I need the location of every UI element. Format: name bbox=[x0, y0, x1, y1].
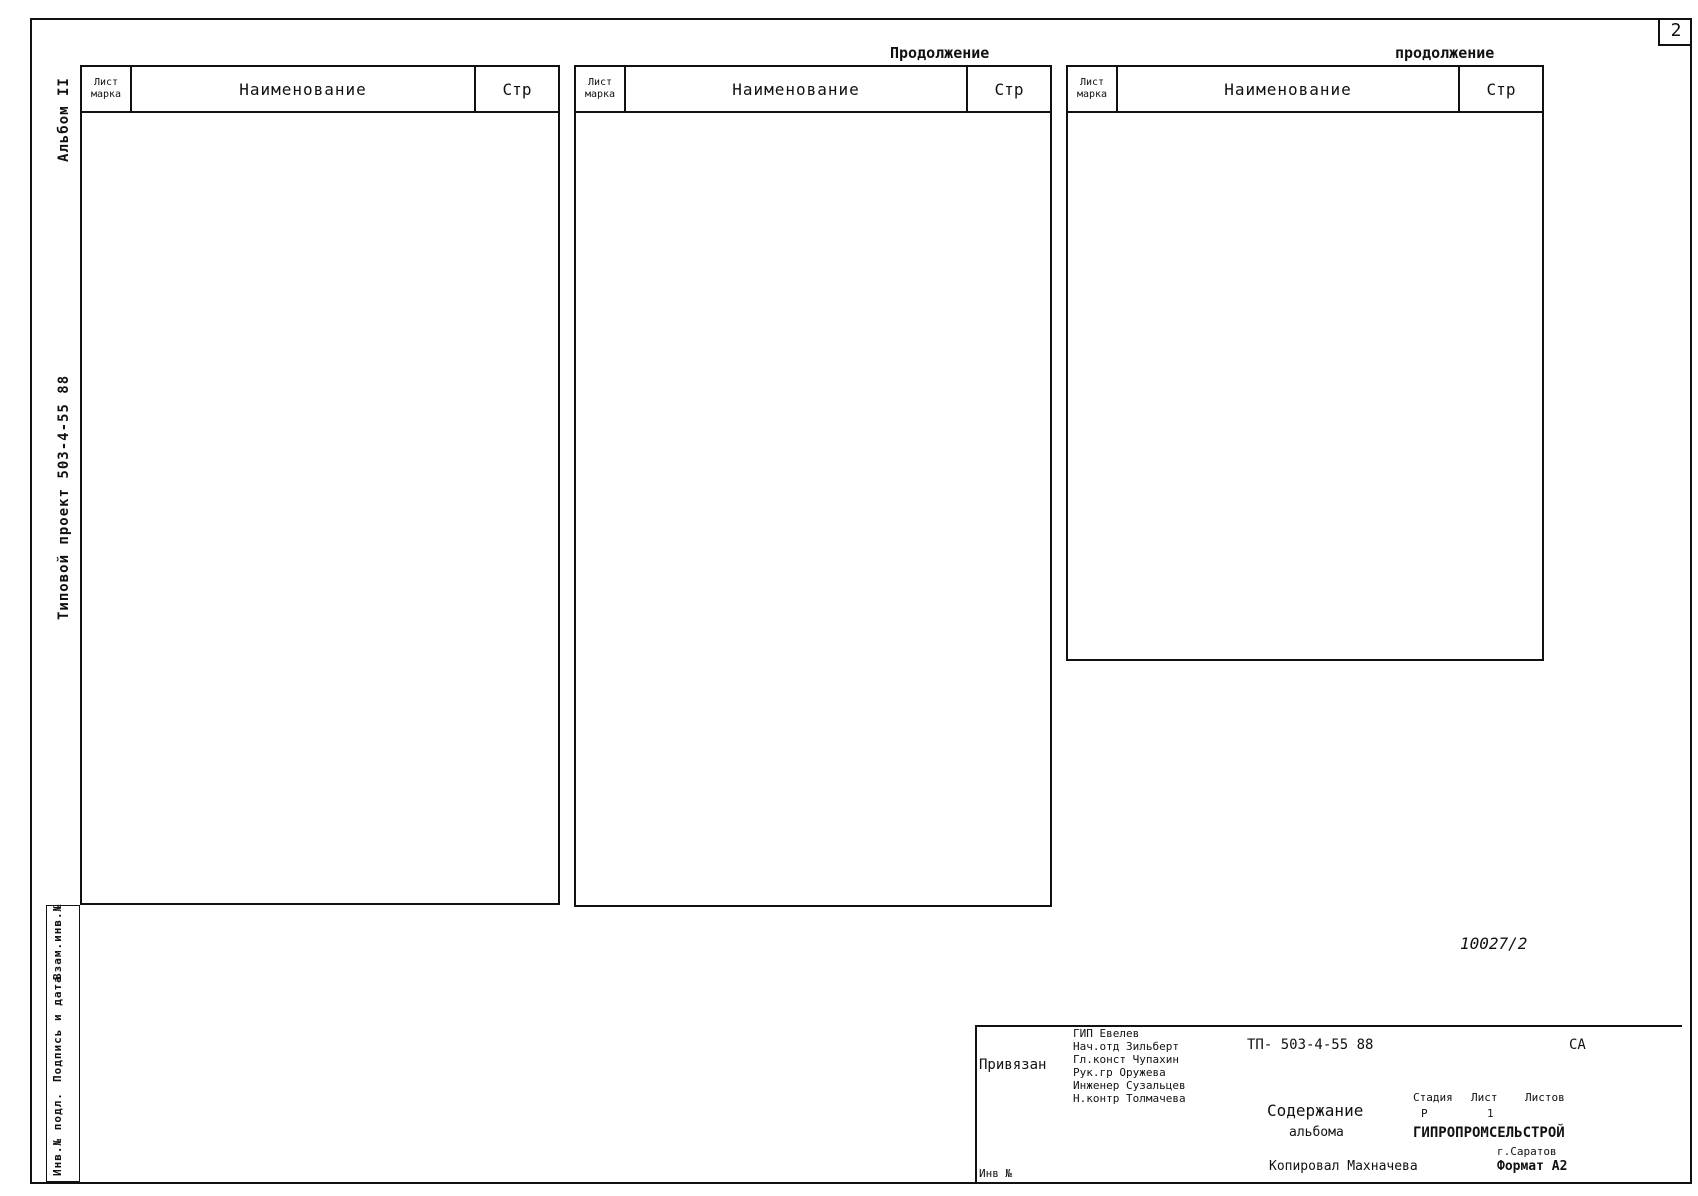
stage-value: Р bbox=[1421, 1107, 1428, 1120]
continuation-label-2: продолжение bbox=[1395, 44, 1495, 62]
table-header bbox=[576, 67, 1050, 113]
title-line-2: альбома bbox=[1289, 1125, 1344, 1140]
doc-code: ТП- 503-4-55 88 bbox=[1247, 1037, 1374, 1053]
bound-label: Привязан bbox=[979, 1057, 1047, 1073]
col-page-header: Стр bbox=[994, 79, 1024, 99]
role-row: Нач.отд Зильберт bbox=[1073, 1040, 1179, 1053]
col-sheet-header: Лист марка bbox=[82, 67, 132, 111]
contents-column-2 bbox=[574, 65, 1052, 907]
city: г.Саратов bbox=[1497, 1145, 1557, 1158]
sheet-value: 1 bbox=[1487, 1107, 1494, 1120]
role-row: Н.контр Толмачева bbox=[1073, 1092, 1186, 1105]
title-block bbox=[975, 1025, 1682, 1182]
col-name-header: Наименование bbox=[626, 67, 968, 111]
col-page-header: Стр bbox=[1486, 79, 1516, 99]
project-caption: Типовой проект 503-4-55 88 bbox=[56, 374, 72, 620]
role-row: Рук.гр Оружева bbox=[1073, 1066, 1166, 1079]
stamp-sign: Подпись и дата bbox=[51, 975, 64, 1082]
role-row: Инженер Сузальцев bbox=[1073, 1079, 1186, 1092]
table-header bbox=[1068, 67, 1542, 113]
title-line-1: Содержание bbox=[1267, 1101, 1364, 1120]
col-sheet-header: Лист марка bbox=[576, 67, 626, 111]
copied-by: Копировал Махначева bbox=[1269, 1159, 1418, 1174]
format: Формат А2 bbox=[1497, 1159, 1568, 1174]
organization: ГИПРОПРОМСЕЛЬСТРОЙ bbox=[1413, 1125, 1565, 1141]
table-header bbox=[82, 67, 558, 113]
stamp-replace: Взам.инв.№ bbox=[51, 903, 64, 980]
album-caption: Альбом II bbox=[56, 77, 72, 162]
stage-label: Стадия bbox=[1413, 1091, 1453, 1104]
col-name-header: Наименование bbox=[132, 67, 476, 111]
doc-type: СА bbox=[1569, 1037, 1586, 1053]
sheets-label: Листов bbox=[1525, 1091, 1565, 1104]
role-row: ГИП Евелев bbox=[1073, 1027, 1140, 1040]
stamp-inv: Инв.№ подл. bbox=[51, 1092, 64, 1176]
stamp-strip bbox=[46, 905, 80, 1182]
col-name-header: Наименование bbox=[1118, 67, 1460, 111]
sheet-number: 2 bbox=[1658, 18, 1692, 46]
contents-column-1 bbox=[80, 65, 560, 905]
continuation-label-1: Продолжение bbox=[890, 44, 990, 62]
col-sheet-header: Лист марка bbox=[1068, 67, 1118, 111]
sheet-label: Лист bbox=[1471, 1091, 1498, 1104]
role-row: Гл.конст Чупахин bbox=[1073, 1053, 1179, 1066]
roles-table bbox=[1073, 1027, 1213, 1105]
contents-column-3 bbox=[1066, 65, 1544, 661]
doc-number: 10027/2 bbox=[1460, 934, 1528, 953]
inv-label: Инв № bbox=[979, 1167, 1013, 1180]
col-page-header: Стр bbox=[502, 79, 532, 99]
